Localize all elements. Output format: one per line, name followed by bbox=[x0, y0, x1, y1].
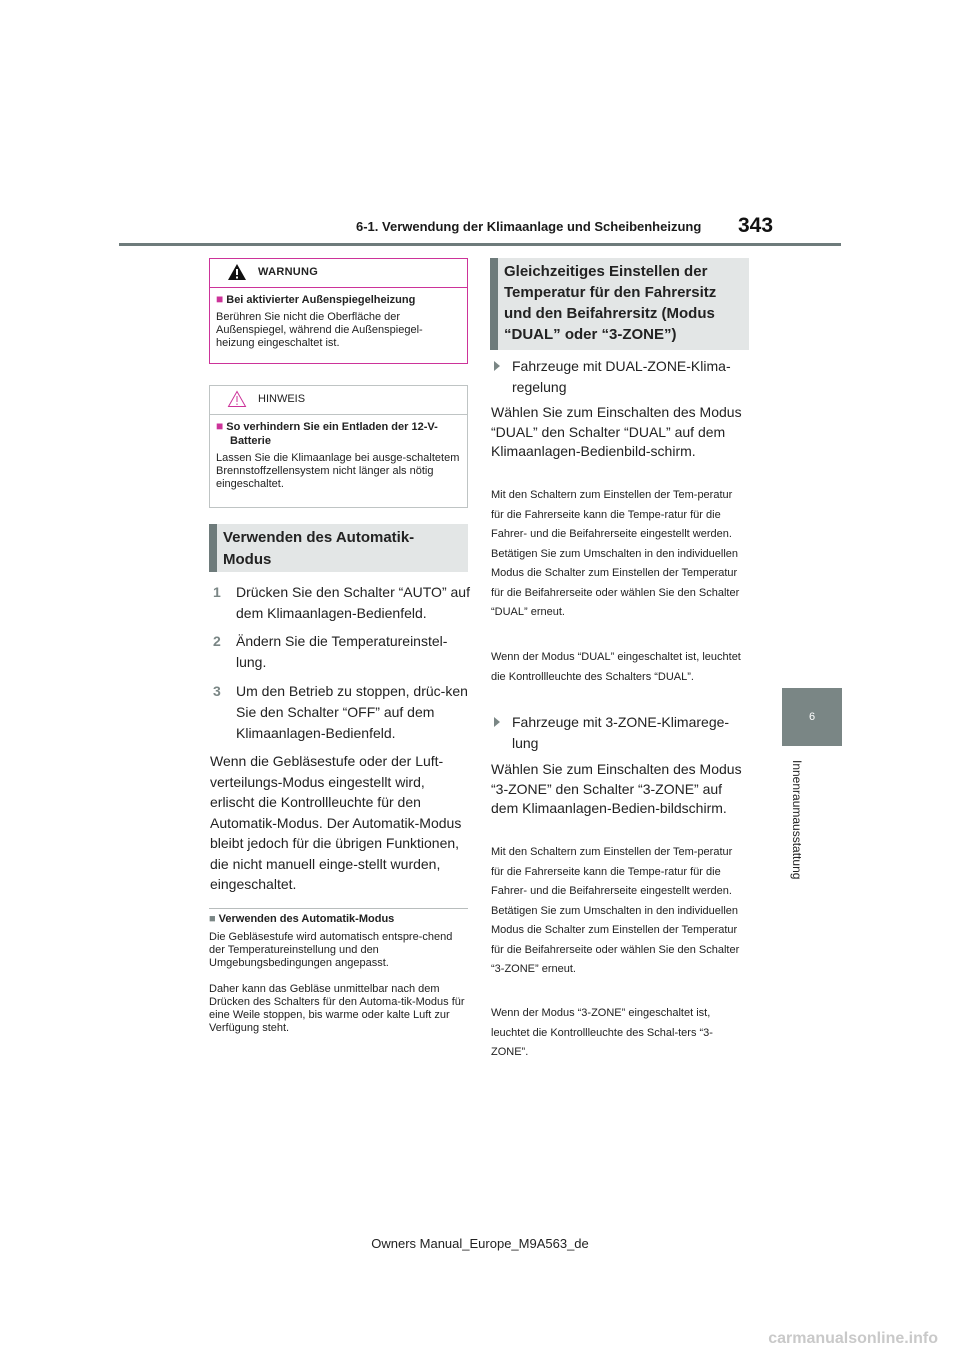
auto-note-text-1: Die Gebläsestufe wird automatisch entspre-chend der Temperatureinstellung und den Umgebungsbedingungen angepasst. bbox=[209, 931, 453, 969]
warning-header bbox=[210, 259, 467, 288]
section-header-title: 6-1. Verwendung der Klimaanlage und Scheibenheizung bbox=[356, 219, 702, 234]
step-number: 1 bbox=[213, 584, 221, 600]
section-heading-auto: Verwenden des Automatik-Modus bbox=[209, 524, 468, 572]
note-divider bbox=[209, 908, 468, 909]
warning-triangle-icon bbox=[227, 263, 247, 281]
dual-small-text-2: Wenn der Modus “DUAL” eingeschaltet ist, leuchtet die Kontrollleuchte des Schalters “DUAL”. bbox=[491, 651, 741, 683]
dual-paragraph: Wählen Sie zum Einschalten des Modus “DUAL” den Schalter “DUAL” auf dem Klimaanlagen-Bedienbild-schirm. bbox=[491, 404, 742, 459]
warning-subtitle-row bbox=[216, 292, 461, 307]
triangle-bullet-icon bbox=[494, 717, 500, 727]
page-number: 343 bbox=[738, 214, 774, 237]
chapter-tab[interactable] bbox=[782, 688, 842, 746]
step-text: Um den Betrieb zu stoppen, drüc-ken Sie den Schalter “OFF” auf dem Klimaanlagen-Bedienfeld. bbox=[236, 683, 468, 741]
bullet-3-zone: Fahrzeuge mit 3-ZONE-Klimarege-lung bbox=[494, 712, 746, 754]
chapter-side-label: Innenraumausstattung bbox=[790, 760, 804, 880]
step-number: 2 bbox=[213, 633, 221, 649]
note-header bbox=[210, 386, 467, 415]
step-text: Drücken Sie den Schalter “AUTO” auf dem Klimaanlagen-Bedienfeld. bbox=[236, 584, 470, 621]
warning-box bbox=[209, 258, 468, 364]
header-divider bbox=[119, 243, 841, 246]
note-subtitle: So verhindern Sie ein Entladen der 12-V-Batterie bbox=[226, 421, 438, 447]
chapter-number: 6 bbox=[808, 711, 816, 723]
3-zone-small-text-1: Mit den Schaltern zum Einstellen der Tem-peratur für die Fahrerseite kann die Tempe-ratur für die Fahrer- und die Beifahrerseite eingestellt werden. Betätigen Sie zum Umschalten in den individuellen Modus die Schalter zum Einstellen der Temperatur für die Beifahrerseite oder wählen Sie den Schalter “3-ZONE” erneut. bbox=[491, 846, 740, 975]
watermark: carmanualsonline.info bbox=[768, 1330, 938, 1347]
square-bullet-icon: ■ bbox=[216, 292, 224, 306]
dual-small-text-1: Mit den Schaltern zum Einstellen der Tem-peratur für die Fahrerseite kann die Tempe-ratur für die Fahrer- und die Beifahrerseite eingestellt werden. Betätigen Sie zum Umschalten in den individuellen Modus die Schalter zum Einstellen der Temperatur für die Beifahrerseite oder wählen Sie den Schalter “DUAL” erneut. bbox=[491, 489, 740, 618]
note-subtitle-row bbox=[216, 419, 461, 448]
auto-mode-paragraph: Wenn die Gebläsestufe oder der Luft-verteilungs-Modus eingestellt wird, erlischt die Kontrollleuchte für den Automatik-Modus. Der Automatik-Modus bleibt jedoch für die übrigen Funktionen, die nicht manuell einge-stellt wurden, eingeschaltet. bbox=[210, 753, 462, 892]
square-bullet-icon: ■ bbox=[209, 913, 216, 925]
square-bullet-icon: ■ bbox=[216, 419, 224, 433]
3-zone-paragraph: Wählen Sie zum Einschalten des Modus “3-ZONE” den Schalter “3-ZONE” auf dem Klimaanlagen-Bedien-bildschirm. bbox=[491, 761, 742, 816]
step-2 bbox=[213, 631, 471, 673]
step-3 bbox=[213, 681, 471, 744]
3-zone-small-text-2: Wenn der Modus “3-ZONE” eingeschaltet ist, leuchtet die Kontrollleuchte des Schal-ters “3-ZONE”. bbox=[491, 1007, 713, 1058]
warning-subtitle: Bei aktivierter Außenspiegelheizung bbox=[226, 294, 416, 306]
step-number: 3 bbox=[213, 683, 221, 699]
note-box bbox=[209, 385, 468, 508]
step-1 bbox=[213, 582, 471, 624]
warning-text: Berühren Sie nicht die Oberfläche der Außenspiegel, während die Außenspiegel-heizung eingeschaltet ist. bbox=[216, 311, 423, 349]
caution-triangle-icon bbox=[227, 390, 247, 408]
footer-manual-id: Owners Manual_Europe_M9A563_de bbox=[371, 1236, 589, 1251]
step-text: Ändern Sie die Temperatureinstel-lung. bbox=[236, 633, 448, 670]
auto-note-title: Verwenden des Automatik-Modus bbox=[218, 913, 395, 925]
note-text: Lassen Sie die Klimaanlage bei ausge-schaltetem Brennstoffzellensystem nicht länger als nötig eingeschaltet. bbox=[216, 452, 460, 490]
note-title: HINWEIS bbox=[258, 393, 306, 405]
bullet-dual-zone: Fahrzeuge mit DUAL-ZONE-Klima-regelung bbox=[494, 356, 746, 398]
auto-note-title-row bbox=[209, 913, 468, 925]
warning-title: WARNUNG bbox=[258, 266, 319, 278]
triangle-bullet-icon bbox=[494, 361, 500, 371]
auto-note-text-2: Daher kann das Gebläse unmittelbar nach dem Drücken des Schalters für den Automa-tik-Modus für eine Weile stoppen, bis warme oder kalte Luft zur Verfügung steht. bbox=[209, 983, 465, 1034]
section-heading-dual: Gleichzeitiges Einstellen der Temperatur für den Fahrersitz und den Beifahrersitz (Modus “DUAL” oder “3-ZONE”) bbox=[490, 258, 749, 350]
